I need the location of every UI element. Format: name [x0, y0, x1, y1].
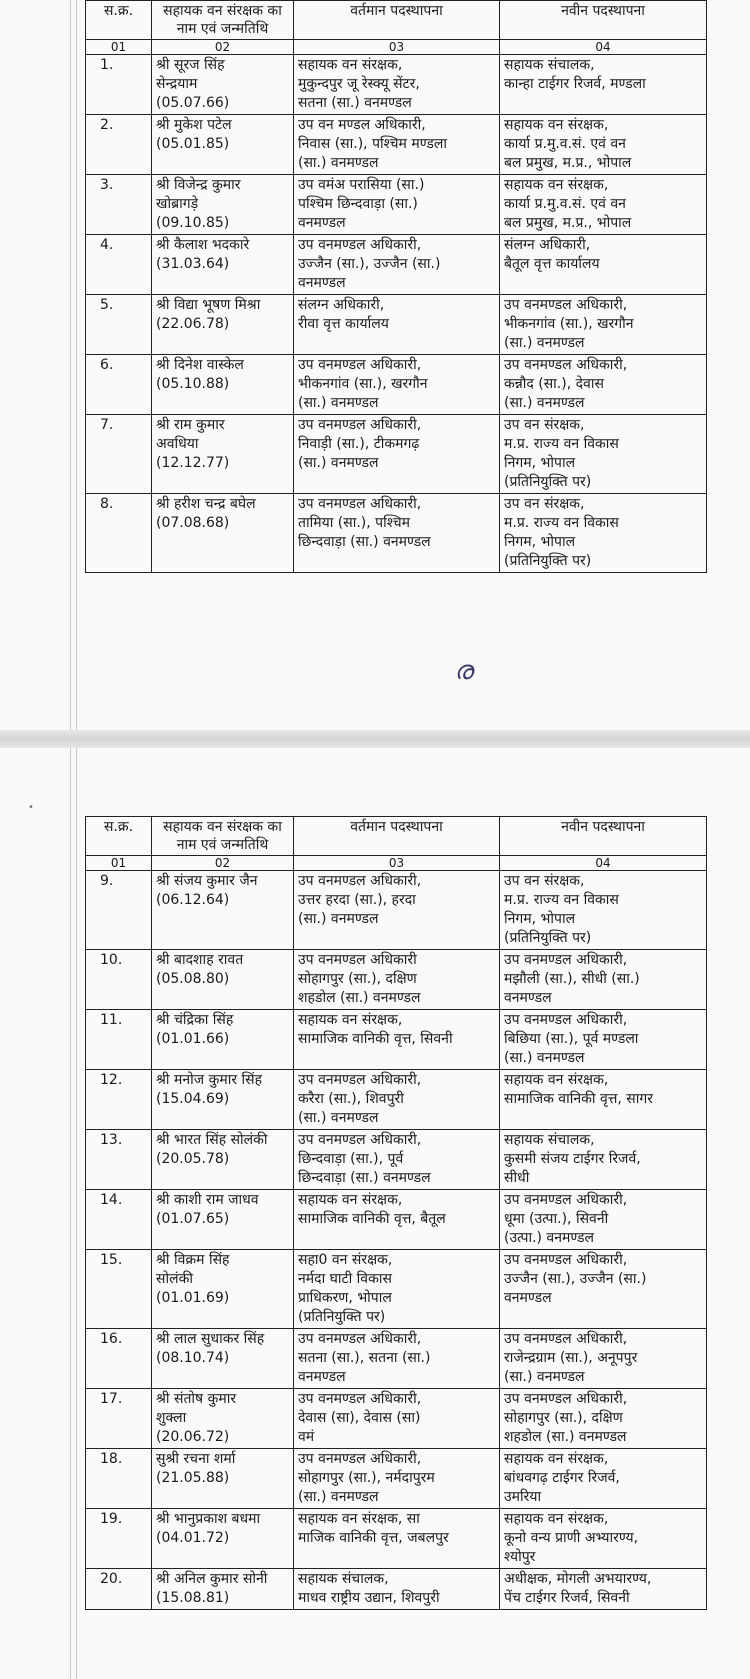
new-posting-cell [500, 950, 707, 1010]
cell-line: श्री मुकेश पटेल [156, 117, 232, 133]
cell-line: उप वन संरक्षक, [504, 417, 585, 433]
cell-line: भीकनगांव (सा.), खरगौन [504, 316, 634, 332]
serial-number: 7. [86, 415, 152, 494]
serial-number: 12. [86, 1070, 152, 1130]
table-row [86, 1130, 707, 1190]
serial-number: 20. [86, 1569, 152, 1610]
cell-line: सहायक वन संरक्षक, सा [298, 1511, 420, 1527]
cell-line: (09.10.85) [156, 215, 230, 231]
cell-line: सामाजिक वानिकी वृत्त, सिवनी [298, 1031, 453, 1047]
cell-line: पेंच टाईगर रिजर्व, सिवनी [504, 1590, 630, 1606]
cell-line: सोहागपुर (सा.), दक्षिण [298, 971, 417, 987]
column-number: 04 [500, 856, 707, 871]
current-posting-cell [294, 1449, 500, 1509]
posting-table-page-1 [85, 0, 707, 573]
cell-line: उप वनमण्डल अधिकारी, [298, 873, 422, 889]
table-row [86, 1449, 707, 1509]
cell-line: निवाड़ी (सा.), टीकमगढ़ [298, 436, 420, 452]
header-name: सहायक वन संरक्षक का नाम एवं जन्मतिथि [152, 817, 294, 856]
officer-name-cell [152, 871, 294, 950]
current-posting-cell [294, 1070, 500, 1130]
cell-line: सीधी [504, 1170, 530, 1186]
cell-line: (01.07.65) [156, 1211, 230, 1227]
cell-line: छिन्दवाड़ा (सा.), पूर्व [298, 1151, 404, 1167]
cell-line: कार्या प्र.मु.व.सं. एवं वन [504, 136, 626, 152]
cell-line: श्री काशी राम जाधव [156, 1192, 259, 1208]
header-serial: स.क्र. [86, 1, 152, 40]
current-posting-cell [294, 950, 500, 1010]
current-posting-cell [294, 295, 500, 355]
scan-line [70, 748, 71, 1679]
cell-line: कुसमी संजय टाईगर रिजर्व, [504, 1151, 641, 1167]
serial-number: 4. [86, 235, 152, 295]
serial-number: 2. [86, 115, 152, 175]
new-posting-cell [500, 1569, 707, 1610]
cell-line: (प्रतिनियुक्ति पर) [298, 1309, 386, 1325]
serial-number: 11. [86, 1010, 152, 1070]
cell-line: उप वनमण्डल अधिकारी, [504, 1331, 628, 1347]
cell-line: उमरिया [504, 1489, 542, 1505]
new-posting-cell [500, 415, 707, 494]
officer-name-cell [152, 235, 294, 295]
current-posting-cell [294, 415, 500, 494]
cell-line: सहायक वन संरक्षक, [504, 117, 609, 133]
cell-line: (05.10.88) [156, 376, 230, 392]
column-number-row [86, 856, 707, 871]
cell-line: प्राधिकरण, भोपाल [298, 1290, 392, 1306]
cell-line: निगम, भोपाल [504, 911, 576, 927]
column-number: 02 [152, 856, 294, 871]
cell-line: उप वनमण्डल अधिकारी, [298, 1331, 422, 1347]
scan-line [70, 0, 71, 730]
cell-line: वनमण्डल [504, 990, 552, 1006]
current-posting-cell [294, 175, 500, 235]
cell-line: श्री दिनेश वास्केल [156, 357, 244, 373]
serial-number: 15. [86, 1250, 152, 1329]
cell-line: (06.12.64) [156, 892, 230, 908]
cell-line: उत्तर हरदा (सा.), हरदा [298, 892, 416, 908]
cell-line: म.प्र. राज्य वन विकास [504, 892, 619, 908]
cell-line: सतना (सा.), सतना (सा.) [298, 1350, 431, 1366]
table-row [86, 1389, 707, 1449]
cell-line: कान्हा टाईगर रिजर्व, मण्डला [504, 76, 646, 92]
cell-line: सहायक वन संरक्षक, [504, 1451, 609, 1467]
cell-line: उप वनमण्डल अधिकारी, [504, 1192, 628, 1208]
cell-line: माजिक वानिकी वृत्त, जबलपुर [298, 1530, 449, 1546]
officer-name-cell [152, 1329, 294, 1389]
table-row [86, 115, 707, 175]
table-row [86, 494, 707, 573]
column-number-row [86, 40, 707, 55]
cell-line: उप वनमण्डल अधिकारी, [504, 297, 628, 313]
cell-line: शहडोल (सा.) वनमण्डल [298, 990, 421, 1006]
cell-line: (सा.) वनमण्डल [298, 395, 379, 411]
officer-name-cell [152, 1190, 294, 1250]
cell-line: वनमण्डल [298, 215, 346, 231]
scan-speck: • [28, 802, 34, 813]
cell-line: श्री विद्या भूषण मिश्रा [156, 297, 261, 313]
cell-line: बल प्रमुख, म.प्र., भोपाल [504, 215, 632, 231]
officer-name-cell [152, 295, 294, 355]
table-row [86, 55, 707, 115]
new-posting-cell [500, 871, 707, 950]
column-number: 01 [86, 40, 152, 55]
cell-line: श्री भारत सिंह सोलंकी [156, 1132, 268, 1148]
cell-line: वनमण्डल [504, 1290, 552, 1306]
cell-line: उप वनमण्डल अधिकारी, [504, 357, 628, 373]
cell-line: (सा.) वनमण्डल [504, 1050, 585, 1066]
cell-line: (20.05.78) [156, 1151, 230, 1167]
cell-line: (07.08.68) [156, 515, 230, 531]
new-posting-cell [500, 1389, 707, 1449]
cell-line: श्री लाल सुधाकर सिंह [156, 1331, 265, 1347]
cell-line: खोब्रागड़े [156, 196, 199, 212]
cell-line: उप वन संरक्षक, [504, 496, 585, 512]
cell-line: वमं [298, 1429, 315, 1445]
header-current-posting: वर्तमान पदस्थापना [294, 1, 500, 40]
serial-number: 1. [86, 55, 152, 115]
cell-line: शहडोल (सा.) वनमण्डल [504, 1429, 627, 1445]
cell-line: उप वनमण्डल अधिकारी, [504, 1391, 628, 1407]
cell-line: उज्जैन (सा.), उज्जैन (सा.) [504, 1271, 647, 1287]
cell-line: उप वन संरक्षक, [504, 873, 585, 889]
cell-line: (15.08.81) [156, 1590, 230, 1606]
document-page-2 [0, 748, 750, 1679]
cell-line: उप वनमण्डल अधिकारी [298, 952, 417, 968]
new-posting-cell [500, 1449, 707, 1509]
cell-line: वनमण्डल [298, 1369, 346, 1385]
cell-line: कार्या प्र.मु.व.सं. एवं वन [504, 196, 626, 212]
serial-number: 17. [86, 1389, 152, 1449]
cell-line: श्योपुर [504, 1549, 536, 1565]
cell-line: (05.01.85) [156, 136, 230, 152]
cell-line: कन्नौद (सा.), देवास [504, 376, 604, 392]
new-posting-cell [500, 1070, 707, 1130]
cell-line: (21.05.88) [156, 1470, 230, 1486]
cell-line: (प्रतिनियुक्ति पर) [504, 474, 592, 490]
cell-line: सेन्द्रयाम [156, 76, 198, 92]
cell-line: बिछिया (सा.), पूर्व मण्डला [504, 1031, 639, 1047]
officer-name-cell [152, 1569, 294, 1610]
cell-line: (31.03.64) [156, 256, 230, 272]
officer-name-cell [152, 55, 294, 115]
cell-line: अवधिया [156, 436, 199, 452]
officer-name-cell [152, 494, 294, 573]
cell-line: संलग्न अधिकारी, [298, 297, 385, 313]
current-posting-cell [294, 871, 500, 950]
page-separator [0, 730, 750, 748]
cell-line: करैरा (सा.), शिवपुरी [298, 1091, 404, 1107]
cell-line: उप वनमण्डल अधिकारी, [298, 357, 422, 373]
current-posting-cell [294, 1509, 500, 1569]
serial-number: 19. [86, 1509, 152, 1569]
officer-name-cell [152, 175, 294, 235]
cell-line: श्री बादशाह रावत [156, 952, 244, 968]
serial-number: 3. [86, 175, 152, 235]
officer-name-cell [152, 950, 294, 1010]
table-row [86, 1329, 707, 1389]
cell-line: श्री हरीश चन्द्र बघेल [156, 496, 256, 512]
cell-line: (04.01.72) [156, 1530, 230, 1546]
cell-line: उप वमंअ परासिया (सा.) [298, 177, 425, 193]
new-posting-cell [500, 1509, 707, 1569]
cell-line: श्री संतोष कुमार [156, 1391, 237, 1407]
column-number: 04 [500, 40, 707, 55]
table-row [86, 355, 707, 415]
cell-line: श्री संजय कुमार जैन [156, 873, 258, 889]
cell-line: रीवा वृत्त कार्यालय [298, 316, 389, 332]
cell-line: (01.01.69) [156, 1290, 230, 1306]
cell-line: पश्चिम छिन्दवाड़ा (सा.) [298, 196, 418, 212]
cell-line: उज्जैन (सा.), उज्जैन (सा.) [298, 256, 441, 272]
cell-line: माधव राष्ट्रीय उद्यान, शिवपुरी [298, 1590, 440, 1606]
cell-line: धूमा (उत्पा.), सिवनी [504, 1211, 609, 1227]
header-name: सहायक वन संरक्षक का नाम एवं जन्मतिथि [152, 1, 294, 40]
cell-line: निगम, भोपाल [504, 455, 576, 471]
new-posting-cell [500, 235, 707, 295]
cell-line: सोलंकी [156, 1271, 193, 1287]
table-row [86, 175, 707, 235]
table-row [86, 950, 707, 1010]
new-posting-cell [500, 1329, 707, 1389]
header-new-posting: नवीन पदस्थापना [500, 1, 707, 40]
table-row [86, 415, 707, 494]
cell-line: (सा.) वनमण्डल [298, 155, 379, 171]
cell-line: (सा.) वनमण्डल [298, 1489, 379, 1505]
cell-line: नर्मदा घाटी विकास [298, 1271, 392, 1287]
cell-line: (प्रतिनियुक्ति पर) [504, 553, 592, 569]
officer-name-cell [152, 355, 294, 415]
table-row [86, 1569, 707, 1610]
cell-line: उप वनमण्डल अधिकारी, [504, 1012, 628, 1028]
cell-line: (प्रतिनियुक्ति पर) [504, 930, 592, 946]
cell-line: राजेन्द्रग्राम (सा.), अनूपपुर [504, 1350, 638, 1366]
cell-line: उप वनमण्डल अधिकारी, [298, 1072, 422, 1088]
cell-line: बांधवगढ़ टाईगर रिजर्व, [504, 1470, 620, 1486]
header-new-posting: नवीन पदस्थापना [500, 817, 707, 856]
new-posting-cell [500, 1250, 707, 1329]
cell-line: उप वनमण्डल अधिकारी, [298, 237, 422, 253]
cell-line: सोहागपुर (सा.), दक्षिण [504, 1410, 623, 1426]
new-posting-cell [500, 355, 707, 415]
cell-line: उप वनमण्डल अधिकारी, [298, 1451, 422, 1467]
officer-name-cell [152, 115, 294, 175]
cell-line: उप वनमण्डल अधिकारी, [298, 1391, 422, 1407]
cell-line: श्री भानुप्रकाश बधमा [156, 1511, 261, 1527]
signature-mark: ര [454, 656, 473, 686]
cell-line: उप वनमण्डल अधिकारी, [298, 417, 422, 433]
cell-line: सहा0 वन संरक्षक, [298, 1252, 393, 1268]
cell-line: श्री कैलाश भदकारे [156, 237, 250, 253]
cell-line: निगम, भोपाल [504, 534, 576, 550]
cell-line: सहायक वन संरक्षक, [298, 1192, 403, 1208]
table-row [86, 235, 707, 295]
new-posting-cell [500, 115, 707, 175]
cell-line: छिन्दवाड़ा (सा.) वनमण्डल [298, 1170, 431, 1186]
new-posting-cell [500, 1010, 707, 1070]
current-posting-cell [294, 235, 500, 295]
serial-number: 9. [86, 871, 152, 950]
new-posting-cell [500, 295, 707, 355]
new-posting-cell [500, 1190, 707, 1250]
current-posting-cell [294, 1010, 500, 1070]
header-current-posting: वर्तमान पदस्थापना [294, 817, 500, 856]
cell-line: श्री विजेन्द्र कुमार [156, 177, 241, 193]
officer-name-cell [152, 1449, 294, 1509]
cell-line: सहायक वन संरक्षक, [298, 57, 403, 73]
cell-line: मझौली (सा.), सीधी (सा.) [504, 971, 640, 987]
cell-line: सहायक संचालक, [504, 57, 595, 73]
officer-name-cell [152, 415, 294, 494]
serial-number: 14. [86, 1190, 152, 1250]
cell-line: श्री अनिल कुमार सोनी [156, 1571, 268, 1587]
cell-line: सहायक संचालक, [298, 1571, 389, 1587]
current-posting-cell [294, 1190, 500, 1250]
cell-line: म.प्र. राज्य वन विकास [504, 436, 619, 452]
current-posting-cell [294, 1389, 500, 1449]
officer-name-cell [152, 1389, 294, 1449]
column-number: 03 [294, 856, 500, 871]
cell-line: देवास (सा), देवास (सा) [298, 1410, 421, 1426]
table-row [86, 871, 707, 950]
table-row [86, 1010, 707, 1070]
cell-line: उप वन मण्डल अधिकारी, [298, 117, 426, 133]
cell-line: उप वनमण्डल अधिकारी, [504, 952, 628, 968]
cell-line: सहायक संचालक, [504, 1132, 595, 1148]
current-posting-cell [294, 1329, 500, 1389]
document-page-1 [0, 0, 750, 730]
cell-line: श्री सूरज सिंह [156, 57, 225, 73]
current-posting-cell [294, 1569, 500, 1610]
cell-line: शुक्ला [156, 1410, 187, 1426]
new-posting-cell [500, 175, 707, 235]
scan-line [76, 0, 77, 730]
cell-line: उप वनमण्डल अधिकारी, [504, 1252, 628, 1268]
cell-line: म.प्र. राज्य वन विकास [504, 515, 619, 531]
officer-name-cell [152, 1070, 294, 1130]
cell-line: बैतूल वृत्त कार्यालय [504, 256, 600, 272]
table-row [86, 1190, 707, 1250]
cell-line: संलग्न अधिकारी, [504, 237, 591, 253]
cell-line: (05.07.66) [156, 95, 230, 111]
cell-line: सामाजिक वानिकी वृत्त, सागर [504, 1091, 653, 1107]
cell-line: सहायक वन संरक्षक, [504, 1511, 609, 1527]
table-row [86, 295, 707, 355]
cell-line: भीकनगांव (सा.), खरगौन [298, 376, 428, 392]
current-posting-cell [294, 355, 500, 415]
current-posting-cell [294, 115, 500, 175]
cell-line: श्री राम कुमार [156, 417, 225, 433]
column-number: 03 [294, 40, 500, 55]
cell-line: श्री विक्रम सिंह [156, 1252, 230, 1268]
cell-line: (सा.) वनमण्डल [504, 1369, 585, 1385]
cell-line: छिन्दवाड़ा (सा.) वनमण्डल [298, 534, 431, 550]
cell-line: निवास (सा.), पश्चिम मण्डला [298, 136, 447, 152]
cell-line: (सा.) वनमण्डल [298, 455, 379, 471]
cell-line: सामाजिक वानिकी वृत्त, बैतूल [298, 1211, 446, 1227]
cell-line: सहायक वन संरक्षक, [298, 1012, 403, 1028]
cell-line: (सा.) वनमण्डल [298, 1110, 379, 1126]
serial-number: 6. [86, 355, 152, 415]
cell-line: श्री मनोज कुमार सिंह [156, 1072, 263, 1088]
table-header-row [86, 817, 707, 856]
new-posting-cell [500, 494, 707, 573]
cell-line: (01.01.66) [156, 1031, 230, 1047]
current-posting-cell [294, 55, 500, 115]
serial-number: 18. [86, 1449, 152, 1509]
cell-line: (20.06.72) [156, 1429, 230, 1445]
cell-line: (सा.) वनमण्डल [504, 395, 585, 411]
serial-number: 16. [86, 1329, 152, 1389]
column-number: 02 [152, 40, 294, 55]
scan-line [76, 748, 77, 1679]
header-serial: स.क्र. [86, 817, 152, 856]
serial-number: 8. [86, 494, 152, 573]
cell-line: (सा.) वनमण्डल [298, 911, 379, 927]
officer-name-cell [152, 1250, 294, 1329]
posting-table-page-2 [85, 816, 707, 1610]
serial-number: 5. [86, 295, 152, 355]
cell-line: (15.04.69) [156, 1091, 230, 1107]
table-body [86, 55, 707, 573]
cell-line: (12.12.77) [156, 455, 230, 471]
cell-line: सोहागपुर (सा.), नर्मदापुरम [298, 1470, 435, 1486]
cell-line: उप वनमण्डल अधिकारी, [298, 1132, 422, 1148]
officer-name-cell [152, 1010, 294, 1070]
cell-line: अधीक्षक, मोगली अभयारण्य, [504, 1571, 652, 1587]
cell-line: सतना (सा.) वनमण्डल [298, 95, 412, 111]
cell-line: सहायक वन संरक्षक, [504, 177, 609, 193]
cell-line: सुश्री रचना शर्मा [156, 1451, 236, 1467]
new-posting-cell [500, 1130, 707, 1190]
new-posting-cell [500, 55, 707, 115]
cell-line: वनमण्डल [298, 275, 346, 291]
officer-name-cell [152, 1509, 294, 1569]
table-row [86, 1509, 707, 1569]
current-posting-cell [294, 1250, 500, 1329]
table-row [86, 1250, 707, 1329]
cell-line: सहायक वन संरक्षक, [504, 1072, 609, 1088]
current-posting-cell [294, 494, 500, 573]
table-header-row [86, 1, 707, 40]
officer-name-cell [152, 1130, 294, 1190]
current-posting-cell [294, 1130, 500, 1190]
cell-line: (सा.) वनमण्डल [504, 335, 585, 351]
cell-line: मुकुन्दपुर जू रेस्क्यू सेंटर, [298, 76, 420, 92]
cell-line: कूनो वन्य प्राणी अभ्यारण्य, [504, 1530, 639, 1546]
cell-line: तामिया (सा.), पश्चिम [298, 515, 410, 531]
cell-line: श्री चंद्रिका सिंह [156, 1012, 234, 1028]
table-row [86, 1070, 707, 1130]
cell-line: (05.08.80) [156, 971, 230, 987]
cell-line: बल प्रमुख, म.प्र., भोपाल [504, 155, 632, 171]
cell-line: उप वनमण्डल अधिकारी, [298, 496, 422, 512]
cell-line: (उत्पा.) वनमण्डल [504, 1230, 594, 1246]
serial-number: 10. [86, 950, 152, 1010]
cell-line: (08.10.74) [156, 1350, 230, 1366]
table-body [86, 871, 707, 1610]
serial-number: 13. [86, 1130, 152, 1190]
column-number: 01 [86, 856, 152, 871]
cell-line: (22.06.78) [156, 316, 230, 332]
